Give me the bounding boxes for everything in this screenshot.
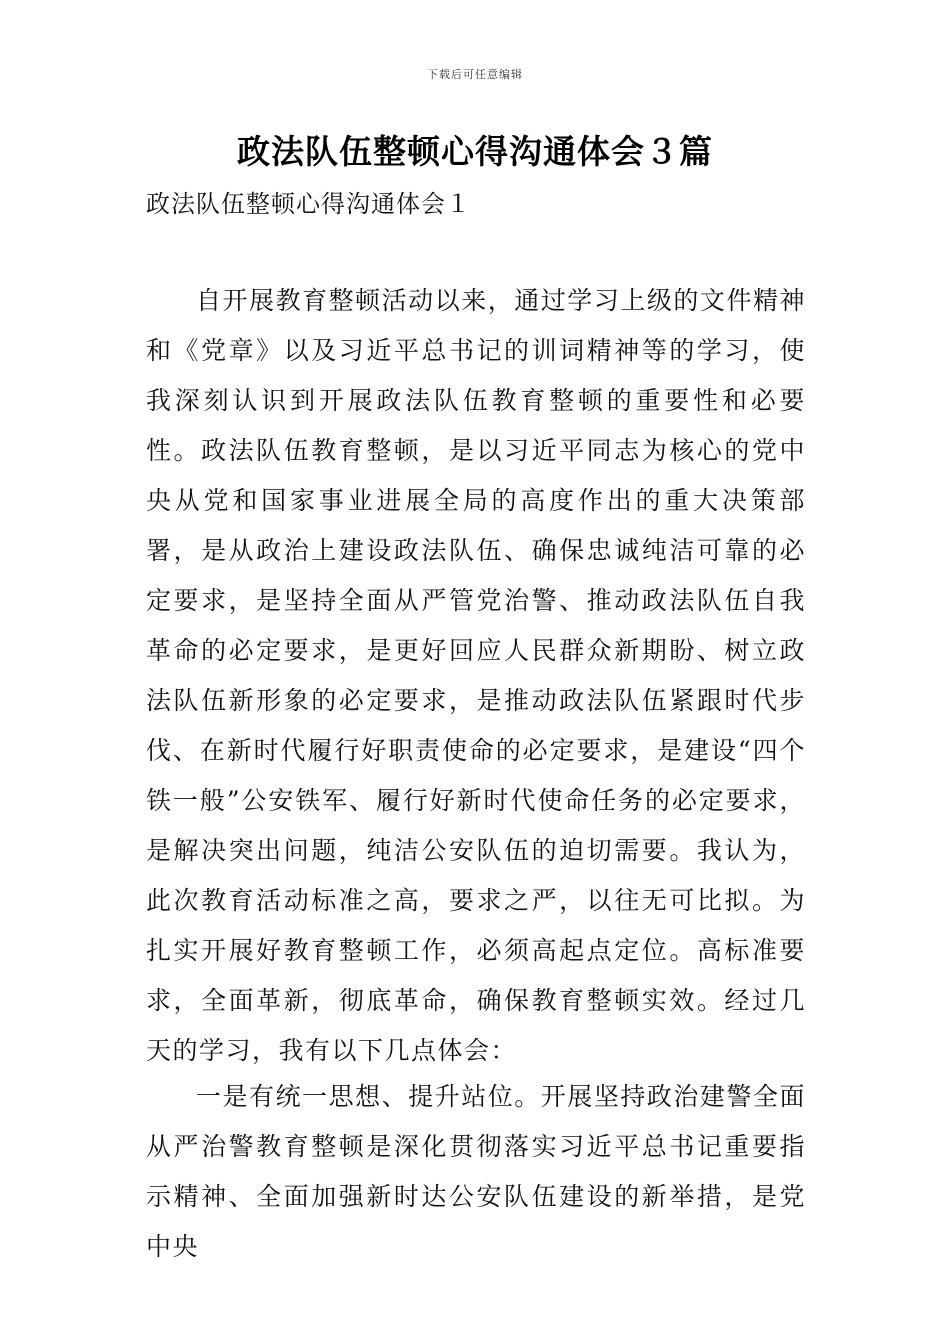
body-paragraph-1: 自开展教育整顿活动以来，通过学习上级的文件精神和《党章》以及习近平总书记的训词精神等的学习，使我深刻认识到开展政法队伍教育整顿的重要性和必要性。政法队伍教育整顿，是以习近平同志为核心的党中央从党和国家事业进展全局的高度作出的重大决策部署，是从政治上建设政法队伍、确保忠诚纯洁可靠的必定要求，是坚持全面从严管党治警、推动政法队伍自我革命的必定要求，是更好回应人民群众新期盼、树立政法队伍新形象的必定要求，是推动政法队伍紧跟时代步伐、在新时代履行好职责使命的必定要求，是建设“四个铁一般”公安铁军、履行好新时代使命任务的必定要求，是解决突出问题，纯洁公安队伍的迫切需要。我认为，此次教育活动标准之高，要求之严，以往无可比拟。为扎实开展好教育整顿工作，必须高起点定位。高标准要求，全面革新，彻底革命，确保教育整顿实效。经过几天的学习，我有以下几点体会： <box>146 286 806 1065</box>
document-title: 政法队伍整顿心得沟通体会３篇 <box>237 132 713 171</box>
section-subtitle: 政法队伍整顿心得沟通体会１ <box>146 190 471 218</box>
header-note: 下载后可任意编辑 <box>427 68 523 81</box>
body-paragraph-2: 一是有统一思想、提升站位。开展坚持政治建警全面从严治警教育整顿是深化贯彻落实习近平总书记重要指示精神、全面加强新时达公安队伍建设的新举措，是党中央 <box>146 1082 806 1261</box>
